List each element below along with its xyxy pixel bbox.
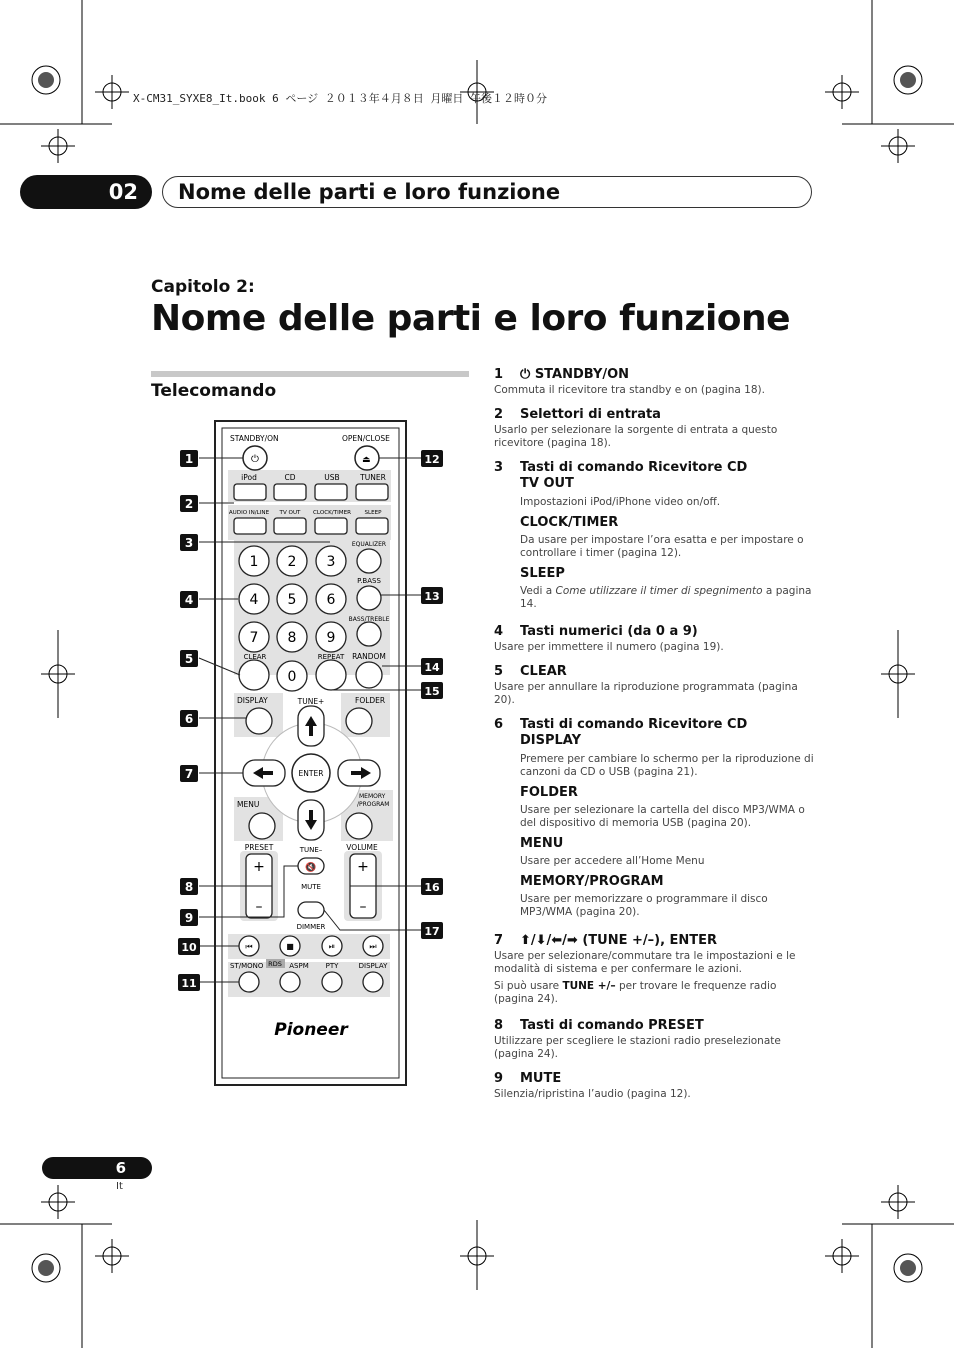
chapter-title: Nome delle parti e loro funzione (178, 180, 561, 204)
callout-6: 6 (184, 712, 194, 726)
pioneer-logo: Pioneer (274, 1020, 348, 1040)
label-clock-timer: CLOCK/TIMER (313, 510, 351, 516)
power-icon: ⏻ (520, 367, 535, 382)
label-random: RANDOM (352, 652, 386, 661)
previous-icon: ⏮ (245, 942, 253, 951)
item-5: 5 CLEAR Usare per annullare la riproduzione programmata (pagina 20). (494, 664, 798, 706)
label-dimmer: DIMMER (296, 923, 326, 931)
label-cd: CD (284, 473, 296, 482)
callout-17: 17 (424, 925, 440, 938)
label-rds: RDS (268, 960, 282, 968)
callout-7: 7 (184, 767, 194, 781)
chapter-number-badge: 02 (20, 175, 152, 209)
label-pbass: P.BASS (357, 577, 381, 585)
item-6: 6 Tasti di comando Ricevitore CD DISPLAY Premere per cambiare lo schermo per la riproduzione di canzoni da CD o USB (pagina 21). FOLDER Usare per selezionare la cartella del disco MP3/WMA o del dispositivo di memoria USB (pagina 20). MENU Usare per accedere all’Home Menu MEMORY/PROGRAM Usare per memorizzare o programmare il disco MP3/WMA (pagina 20). (494, 717, 814, 918)
label-audio-in: AUDIO IN/LINE (228, 510, 270, 516)
label-tune-plus: TUNE+ (297, 697, 325, 706)
label-ipod: iPod (241, 473, 257, 482)
label-display: DISPLAY (237, 696, 268, 705)
label-equalizer: EQUALIZER (351, 541, 387, 548)
key-5: 5 (287, 592, 297, 608)
label-tuner: TUNER (360, 473, 386, 482)
item-1: 1 ⏻ STANDBY/ON Commuta il ricevitore tra standby e on (pagina 18). (494, 367, 765, 396)
preset-minus: – (255, 899, 263, 915)
key-3: 3 (326, 554, 336, 570)
callout-8: 8 (184, 880, 194, 894)
label-tv-out: TV OUT (279, 510, 301, 516)
label-open-close: OPEN/CLOSE (342, 434, 390, 443)
volume-plus: + (357, 859, 369, 875)
stop-icon: ■ (286, 942, 294, 951)
label-memory: MEMORY (359, 793, 386, 800)
next-icon: ⏭ (369, 942, 377, 951)
section-rule (151, 371, 469, 377)
label-aspm: ASPM (289, 962, 309, 970)
callout-16: 16 (424, 881, 440, 894)
language-code: It (116, 1181, 123, 1192)
callout-1: 1 (184, 452, 194, 466)
callout-4: 4 (184, 593, 194, 607)
chapter-label: Capitolo 2: (151, 277, 255, 297)
item-2: 2 Selettori di entrata Usarlo per selezionare la sorgente di entrata a questo ricevitore (pagina 18). (494, 407, 778, 449)
label-usb: USB (324, 473, 340, 482)
callout-11: 11 (181, 977, 197, 990)
label-sleep: SLEEP (364, 510, 382, 516)
label-menu: MENU (237, 800, 260, 809)
callout-13: 13 (424, 590, 440, 603)
label-tune-minus: TUNE– (299, 846, 323, 854)
key-6: 6 (326, 592, 336, 608)
item-4: 4 Tasti numerici (da 0 a 9) Usare per immettere il numero (pagina 19). (494, 624, 724, 653)
arrow-keys-icon: ⬆/⬇/⬅/➡ (520, 933, 583, 948)
key-0: 0 (287, 669, 297, 685)
label-clear: CLEAR (243, 653, 267, 661)
key-1: 1 (249, 554, 259, 570)
label-st-mono: ST/MONO (230, 962, 264, 970)
callout-10: 10 (181, 941, 197, 954)
label-enter: ENTER (298, 769, 324, 778)
item-3: 3 Tasti di comando Ricevitore CD TV OUT Impostazioni iPod/iPhone video on/off. CLOCK/TIMER Da usare per impostare l’ora esatta e per impostare o controllare i timer (pagina 12). SLEEP Vedi a Come utilizzare il timer di spegnimento a pagina 14. (494, 460, 812, 610)
callout-12: 12 (424, 453, 440, 466)
callout-2: 2 (184, 497, 194, 511)
callout-14: 14 (424, 661, 440, 674)
callout-9: 9 (184, 911, 194, 925)
key-8: 8 (287, 630, 297, 646)
label-display-rds: DISPLAY (358, 962, 388, 970)
section-title: Telecomando (151, 381, 277, 401)
mute-icon: 🔇 (305, 863, 317, 873)
callout-5: 5 (184, 652, 194, 666)
label-program: /PROGRAM (357, 801, 390, 808)
item-8: 8 Tasti di comando PRESET Utilizzare per scegliere le stazioni radio preselezionate (pagina 24). (494, 1018, 781, 1060)
label-bass-treble: BASS/TREBLE (348, 616, 390, 623)
label-preset: PRESET (244, 843, 274, 852)
eject-icon: ⏏ (362, 455, 371, 465)
page-title: Nome delle parti e loro funzione (151, 298, 791, 339)
label-repeat: REPEAT (317, 653, 345, 661)
callout-3: 3 (184, 536, 194, 550)
key-2: 2 (287, 554, 297, 570)
remote-control-diagram (150, 410, 450, 1090)
label-mute: MUTE (301, 883, 321, 891)
label-pty: PTY (325, 962, 339, 970)
label-standby: STANDBY/ON (230, 434, 279, 443)
label-folder: FOLDER (355, 696, 386, 705)
key-9: 9 (326, 630, 336, 646)
play-pause-icon: ⏯ (328, 942, 336, 951)
item-7: 7 ⬆/⬇/⬅/➡ (TUNE +/–), ENTER Usare per selezionare/commutare tra le impostazioni e le modalità di sistema e per confermare le azioni. Si può usare TUNE +/– per trovare le frequenze radio (pagina 24). (494, 933, 796, 1005)
item-9: 9 MUTE Silenzia/ripristina l’audio (pagina 12). (494, 1071, 691, 1100)
volume-minus: – (359, 899, 367, 915)
key-4: 4 (249, 592, 259, 608)
preset-plus: + (253, 859, 265, 875)
label-volume: VOLUME (346, 843, 378, 852)
power-icon: ⏻ (251, 454, 259, 465)
page-number: 6 (42, 1157, 152, 1179)
key-7: 7 (249, 630, 259, 646)
print-slug: X-CM31_SYXE8_It.book 6 ページ ２０１３年４月８日 月曜日 午後１２時０分 (133, 92, 547, 105)
callout-15: 15 (424, 685, 440, 698)
